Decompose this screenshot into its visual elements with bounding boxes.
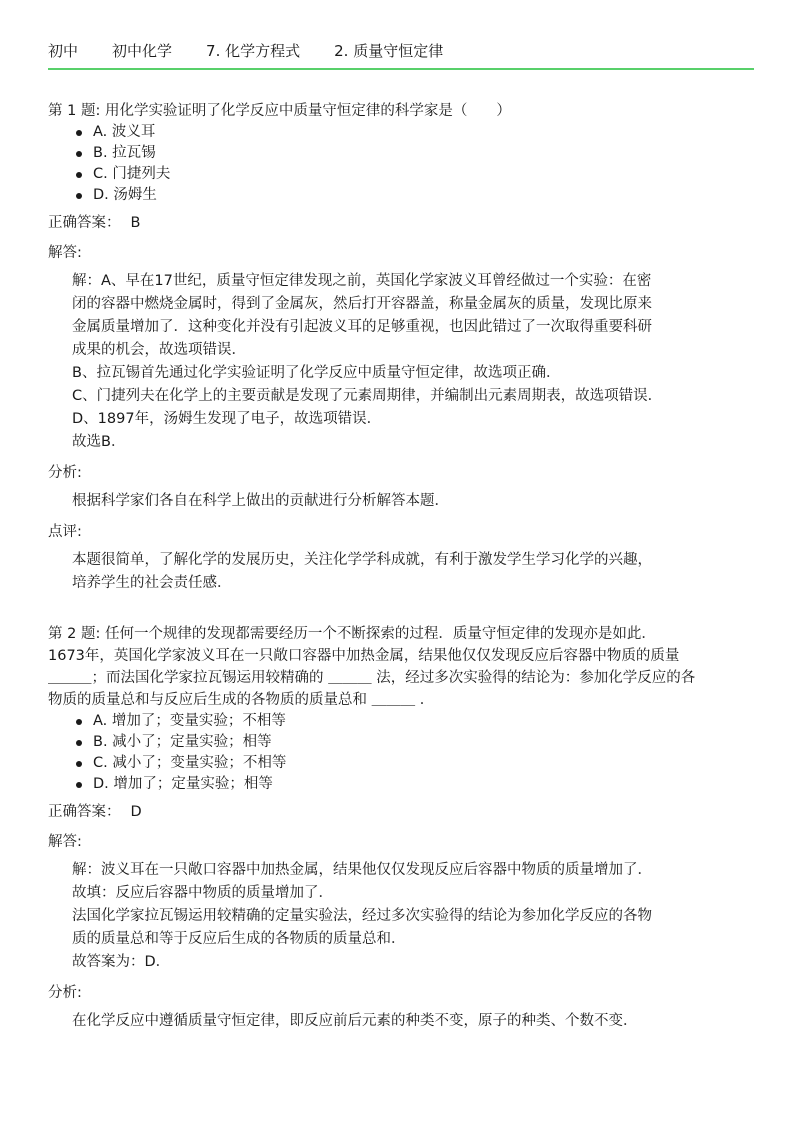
option-b: B. 拉瓦锡 xyxy=(76,143,754,164)
answer-value: B xyxy=(130,215,141,231)
breadcrumb xyxy=(48,32,754,68)
solution-text xyxy=(48,270,754,454)
analysis-text xyxy=(48,1010,754,1033)
solution-line: 故填：反应后容器中物质的质量增加了． xyxy=(72,885,333,901)
solution-line: B、拉瓦锡首先通过化学实验证明了化学反应中质量守恒定律，故选项正确． xyxy=(72,365,561,381)
answer-label: 正确答案： xyxy=(48,215,121,231)
option-a: A. 增加了；变量实验；不相等 xyxy=(76,711,754,732)
option-d: D. 增加了；定量实验；相等 xyxy=(76,774,754,795)
question-title xyxy=(48,623,754,711)
solution-line: C、门捷列夫在化学上的主要贡献是发现了元素周期律，并编制出元素周期表，故选项错误． xyxy=(72,388,663,404)
solution-label: 解答: xyxy=(48,245,82,261)
comment-line: 培养学生的社会责任感． xyxy=(72,575,232,591)
answer-value: D xyxy=(130,804,142,820)
page xyxy=(48,0,754,1033)
breadcrumb-item[interactable]: 初中 xyxy=(48,41,79,60)
comment-text xyxy=(48,549,754,595)
analysis-line: 根据科学家们各自在科学上做出的贡献进行分析解答本题． xyxy=(72,493,449,509)
solution-line: 质的质量总和等于反应后生成的各物质的质量总和． xyxy=(72,931,406,947)
question-line: 第 2 题: 任何一个规律的发现都需要经历一个不断探索的过程．质量守恒定律的发现亦是如此． xyxy=(48,626,656,642)
solution-line: 法国化学家拉瓦锡运用较精确的定量实验法，经过多次实验得的结论为参加化学反应的各物 xyxy=(72,908,652,924)
solution-line: 故选B． xyxy=(72,434,126,450)
analysis-text xyxy=(48,490,754,513)
analysis-label: 分析: xyxy=(48,465,82,481)
breadcrumb-item[interactable]: 初中化学 xyxy=(112,41,173,60)
analysis-label: 分析: xyxy=(48,985,82,1001)
solution-text xyxy=(48,859,754,974)
question-title: 第 1 题: 用化学实验证明了化学反应中质量守恒定律的科学家是（ ） xyxy=(48,103,511,119)
analysis-line: 在化学反应中遵循质量守恒定律，即反应前后元素的种类不变，原子的种类、个数不变． xyxy=(72,1013,638,1029)
solution-label: 解答: xyxy=(48,834,82,850)
header-divider xyxy=(48,68,754,70)
question-line: 物质的质量总和与反应后生成的各物质的质量总和 ＿＿＿ ． xyxy=(48,692,435,708)
answer-label: 正确答案： xyxy=(48,804,121,820)
question-line: ＿＿＿；而法国化学家拉瓦锡运用较精确的 ＿＿＿ 法，经过多次实验得的结论为：参加化学反应的各 xyxy=(48,670,696,686)
correct-answer xyxy=(48,801,754,823)
solution-line: 闭的容器中燃烧金属时，得到了金属灰，然后打开容器盖，称量金属灰的质量，发现比原来 xyxy=(72,296,652,312)
comment-label: 点评: xyxy=(48,524,82,540)
breadcrumb-item[interactable]: 7. 化学方程式 xyxy=(206,41,301,60)
comment-line: 本题很简单，了解化学的发展历史，关注化学学科成就，有利于激发学生学习化学的兴趣， xyxy=(72,552,652,568)
option-c: C. 减小了；变量实验；不相等 xyxy=(76,753,754,774)
solution-line: 成果的机会，故选项错误． xyxy=(72,342,246,358)
option-c: C. 门捷列夫 xyxy=(76,164,754,185)
option-a: A. 波义耳 xyxy=(76,122,754,143)
solution-line: D、1897年，汤姆生发现了电子，故选项错误． xyxy=(72,411,382,427)
breadcrumb-item[interactable]: 2. 质量守恒定律 xyxy=(334,41,444,60)
correct-answer xyxy=(48,212,754,234)
solution-line: 解：A、早在17世纪，质量守恒定律发现之前，英国化学家波义耳曾经做过一个实验：在密 xyxy=(72,273,652,289)
solution-line: 金属质量增加了．这种变化并没有引起波义耳的足够重视，也因此错过了一次取得重要科研 xyxy=(72,319,652,335)
option-list xyxy=(48,122,754,206)
option-b: B. 减小了；定量实验；相等 xyxy=(76,732,754,753)
option-list xyxy=(48,711,754,795)
question-1 xyxy=(48,100,754,595)
question-2 xyxy=(48,623,754,1033)
question-line: 1673年，英国化学家波义耳在一只敞口容器中加热金属，结果他仅仅发现反应后容器中物质的质量 xyxy=(48,648,680,664)
option-d: D. 汤姆生 xyxy=(76,185,754,206)
solution-line: 故答案为：D． xyxy=(72,954,171,970)
solution-line: 解：波义耳在一只敞口容器中加热金属，结果他仅仅发现反应后容器中物质的质量增加了． xyxy=(72,862,652,878)
